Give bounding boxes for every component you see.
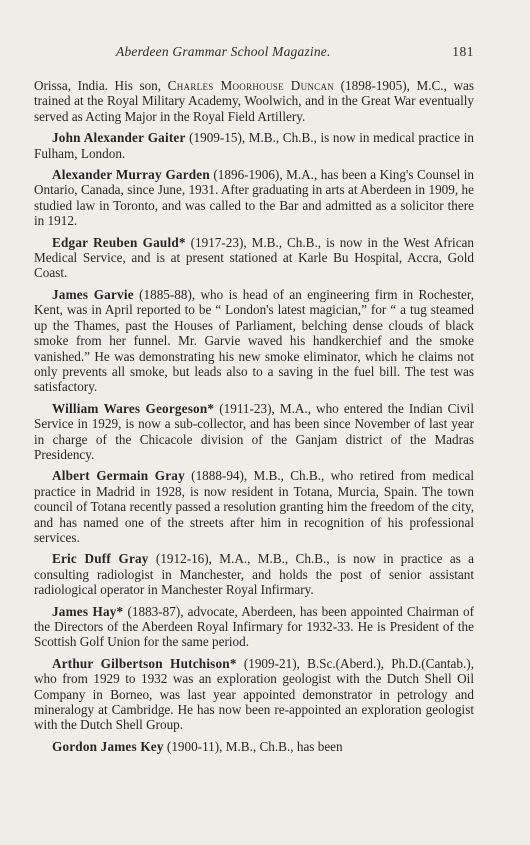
carryover-text-b: (1898-1905), M.C., was trained at the Royal Military Academy, Woolwich, and in the Great War eventually served as Acting Major in the Royal Field Artillery. <box>34 78 474 124</box>
entry-name: Edgar Reuben Gauld* <box>52 234 186 250</box>
entry-text: (1888-94), M.B., Ch.B., who retired from medical practice in Madrid in 1928, is now resident in Totana, Murcia, Spain. The town council of Totana recently passed a resolution granting him the freedom of the city, and has named one of the streets after him in recognition of his professional services. <box>34 468 474 545</box>
entry-name: James Hay* <box>52 603 124 619</box>
entry-paragraph <box>34 287 474 395</box>
entry-name: Alexander Murray Garden <box>52 167 210 183</box>
entry-name: William Wares Georgeson* <box>52 400 215 416</box>
entry-text: (1900-11), M.B., Ch.B., has been <box>163 738 343 754</box>
entry-paragraph <box>34 551 474 597</box>
entry-name: Eric Duff Gray <box>52 551 149 567</box>
entry-name: Arthur Gilbertson Hutchison* <box>52 655 237 671</box>
entry-paragraph <box>34 468 474 545</box>
carryover-text-a: Orissa, India. His son, <box>34 78 168 93</box>
body-text <box>34 78 474 760</box>
entry-paragraph <box>34 604 474 650</box>
entry-name: Gordon James Key <box>52 738 164 754</box>
entry-text: (1885-88), who is head of an engineering firm in Rochester, Kent, was in April reported to be “ London's latest magician,” for “ a tug steamed up the Thames, past the Houses of Parliament, belching dense clouds of black smoke from her funnel. Mr. Garvie waved his handkerchief and the smoke vanished.” He was demonstrating his new smoke eliminator, which he claims not only prevents all smoke, but leads also to a saving in the fuel bill. The test was satisfactory. <box>34 286 475 395</box>
entry-text: (1911-23), M.A., who entered the Indian Civil Service in 1929, is now a sub-collector, and has been since November of last year in charge of the Chicacole division of the Ganjam district of the Madras Presidency. <box>34 400 474 462</box>
entry-name: John Alexander Gaiter <box>52 130 186 146</box>
entry-paragraph <box>34 656 474 733</box>
entry-text: (1883-87), advocate, Aberdeen, has been appointed Chairman of the Directors of the Aberdeen Royal Infirmary for 1932-33. He is President of the Scottish Golf Union for the same period. <box>34 603 474 650</box>
entry-text: (1909-21), B.Sc.(Aberd.), Ph.D.(Cantab.), who from 1929 to 1932 was an exploration geologist with the Dutch Shell Oil Company in Borneo, was last year appointed demonstrator in petrology and mineralogy at Cambridge. He has now been re-appointed an exploration geologist with the Dutch Shell Group. <box>34 655 474 733</box>
entry-name: James Garvie <box>52 286 134 302</box>
entry-text: (1917-23), M.B., Ch.B., is now in the West African Medical Service, and is at present stationed at Karle Bu Hospital, Accra, Gold Coast. <box>34 234 474 281</box>
running-title: Aberdeen Grammar School Magazine. <box>116 44 331 59</box>
entry-text: (1912-16), M.A., M.B., Ch.B., is now in practice as a consulting radiologist in Manchester, and holds the post of senior assistant radiological operator in Manchester Royal Infirmary. <box>34 551 474 598</box>
entry-text: (1896-1906), M.A., has been a King's Counsel in Ontario, Canada, since June, 1931. After graduating in arts at Aberdeen in 1909, he studied law in Toronto, and was called to the Bar and admitted as a solicitor there in 1912. <box>34 167 474 229</box>
entry-text: (1909-15), M.B., Ch.B., is now in medical practice in Fulham, London. <box>34 130 475 161</box>
entry-paragraph <box>34 167 474 229</box>
carryover-son-name: Charles Moorhouse Duncan <box>167 78 335 93</box>
running-head <box>34 44 474 64</box>
entry-paragraph <box>34 739 474 754</box>
entry-name: Albert Germain Gray <box>52 468 185 484</box>
carryover-paragraph <box>34 78 474 124</box>
page-number: 181 <box>452 44 474 59</box>
entry-paragraph <box>34 130 474 161</box>
entry-paragraph <box>34 235 474 281</box>
entry-paragraph <box>34 401 474 463</box>
